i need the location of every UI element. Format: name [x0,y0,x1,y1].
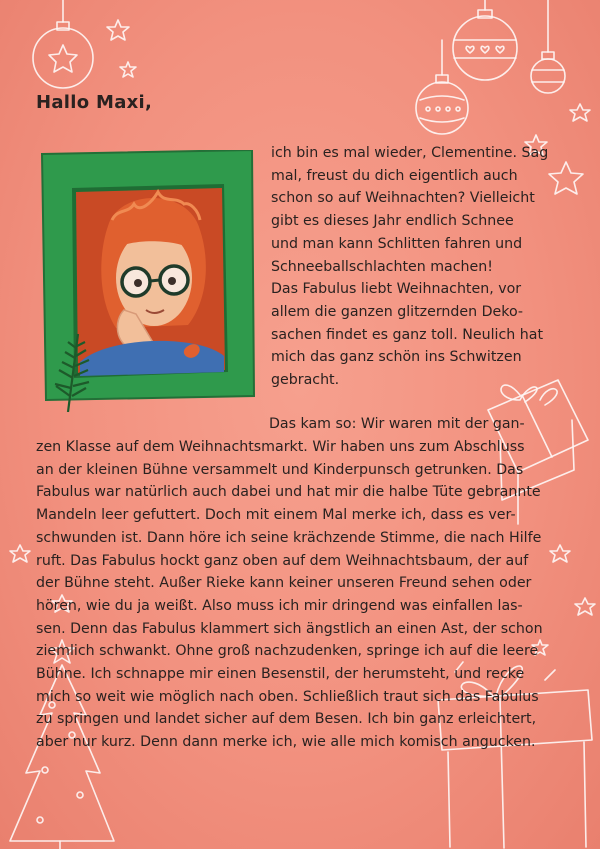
text-line: mal, freust du dich eigentlich auch [271,167,518,184]
greeting-heading: Hallo Maxi, [36,92,153,113]
text-line: mich so weit wie möglich nach oben. Schließlich traut sich das Fabulus [36,688,539,705]
letter-intro-paragraph [271,142,548,392]
text-line: der Bühne steht. Außer Rieke kann keiner unseren Freund sehen oder [36,575,532,592]
christmas-ornament-icon [453,0,517,80]
text-line: und man kann Schlitten fahren und [271,235,523,252]
christmas-ornament-icon [416,40,468,134]
star-icon [575,598,595,615]
text-line: zen Klasse auf dem Weihnachtsmarkt. Wir haben uns zum Abschluss [36,439,525,455]
portrait-girl [76,188,225,376]
text-line: schon so auf Weihnachten? Vielleicht [271,190,535,207]
text-line: Mandeln leer gefuttert. Doch mit einem Mal merke ich, dass es ver- [36,507,516,524]
text-line: ich bin es mal wieder, Clementine. Sag [271,145,549,161]
text-line: allem die ganzen glitzernden Deko- [271,303,524,320]
star-icon [120,62,136,77]
text-line: sachen findet es ganz toll. Neulich hat [271,326,544,343]
text-line: hören, wie du ja weißt. Also muss ich mir dringend was einfallen las- [36,597,523,614]
text-line: schwunden ist. Dann höre ich seine krächzende Stimme, die nach Hilfe [36,529,542,546]
star-icon [570,104,590,121]
star-icon [549,162,583,194]
christmas-ornament-icon [33,0,93,88]
christmas-ornament-icon [531,0,565,93]
star-icon [550,545,570,562]
portrait-illustration [38,150,258,412]
text-line: an der kleinen Bühne versammelt und Kinderpunsch getrunken. Das [36,461,524,478]
text-line: gebracht. [271,372,340,389]
text-line: gibt es dieses Jahr endlich Schnee [271,213,514,230]
text-line: aber nur kurz. Denn dann merke ich, wie alle mich komisch angucken. [36,734,536,751]
text-line: ruft. Das Fabulus hockt ganz oben auf dem Weihnachtsbaum, der auf [36,552,529,569]
text-line: Fabulus war natürlich auch dabei und hat mir die halbe Tüte gebrannte [36,484,541,501]
letter-story-paragraph [36,436,543,754]
text-line: mich das ganz schön ins Schwitzen [271,349,522,366]
text-line: zu springen und landet sicher auf dem Besen. Ich bin ganz erleichtert, [36,711,537,728]
text-line: Das Fabulus liebt Weihnachten, vor [271,281,522,298]
star-icon [10,545,30,562]
star-icon [107,20,129,40]
text-line: Schneeballschlachten machen! [271,258,493,275]
text-line: Bühne. Ich schnappe mir einen Besenstil, der herumsteht, und recke [36,666,525,683]
text-line: sen. Denn das Fabulus klammert sich ängstlich an einen Ast, der schon [36,620,543,637]
letter-story-first-line: Das kam so: Wir waren mit der gan- [269,416,525,432]
text-line: ziemlich schwankt. Ohne groß nachzudenken, springe ich auf die leere [36,643,539,660]
